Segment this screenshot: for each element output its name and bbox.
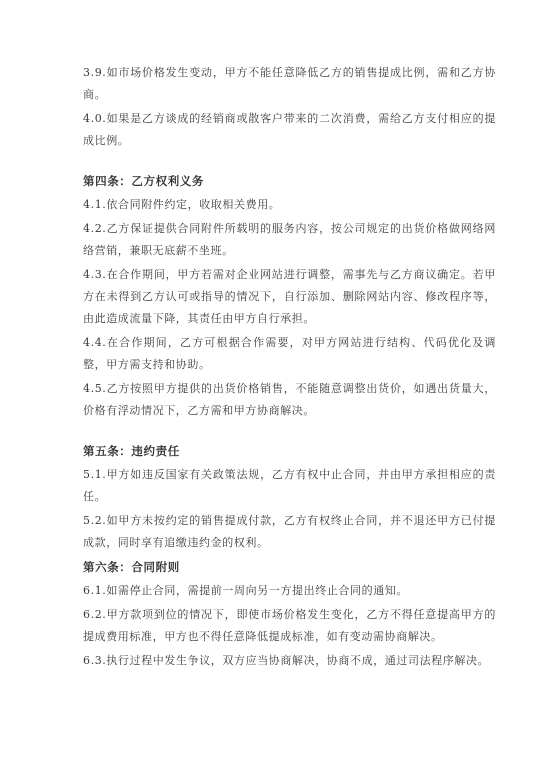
section-heading-article-4: 第四条：乙方权利义务 — [83, 174, 204, 188]
clause-6-3: 6.3.执行过程中发生争议，双方应当协商解决，协商不成，通过司法程序解决。 — [83, 654, 490, 667]
clause-4-3: 4.3.在合作期间，甲方若需对企业网站进行调整，需事先与乙方商议确定。若甲方在未得到乙方认可或指导的情况下，自行添加、删除网站内容、修改程序等，由此造成流量下降，其责任由甲方自行承担。 — [83, 268, 496, 325]
clause-4-5: 4.5.乙方按照甲方提供的出货价格销售，不能随意调整出货价，如遇出货量大，价格有浮动情况下，乙方需和甲方协商解决。 — [83, 382, 496, 417]
clause-6-1: 6.1.如需停止合同，需提前一周向另一方提出终止合同的通知。 — [83, 584, 408, 597]
section-heading-article-5: 第五条：违约责任 — [83, 444, 180, 458]
clause-6-2: 6.2.甲方款项到位的情况下，即使市场价格发生变化，乙方不得任意提高甲方的提成费用标准，甲方也不得任意降低提成标准，如有变动需协商解决。 — [83, 608, 496, 643]
clause-5-2: 5.2.如甲方未按约定的销售提成付款，乙方有权终止合同，并不退还甲方已付提成款，同时享有追缴违约金的权利。 — [83, 514, 496, 549]
clause-4-1: 4.1.依合同附件约定，收取相关费用。 — [83, 198, 281, 211]
clause-5-1: 5.1.甲方如违反国家有关政策法规，乙方有权中止合同，并由甲方承担相应的责任。 — [83, 468, 496, 503]
clause-4-0: 4.0.如果是乙方谈成的经销商或散客户带来的二次消费，需给乙方支付相应的提成比例。 — [83, 112, 496, 147]
clause-4-4: 4.4.在合作期间，乙方可根据合作需要，对甲方网站进行结构、代码优化及调整，甲方需支持和协助。 — [83, 336, 496, 371]
section-heading-article-6: 第六条：合同附则 — [83, 560, 180, 574]
clause-4-2: 4.2.乙方保证提供合同附件所载明的服务内容，按公司规定的出货价格做网络网络营销，兼职无底薪不坐班。 — [83, 222, 496, 257]
clause-3-9: 3.9.如市场价格发生变动，甲方不能任意降低乙方的销售提成比例，需和乙方协商。 — [83, 66, 496, 101]
